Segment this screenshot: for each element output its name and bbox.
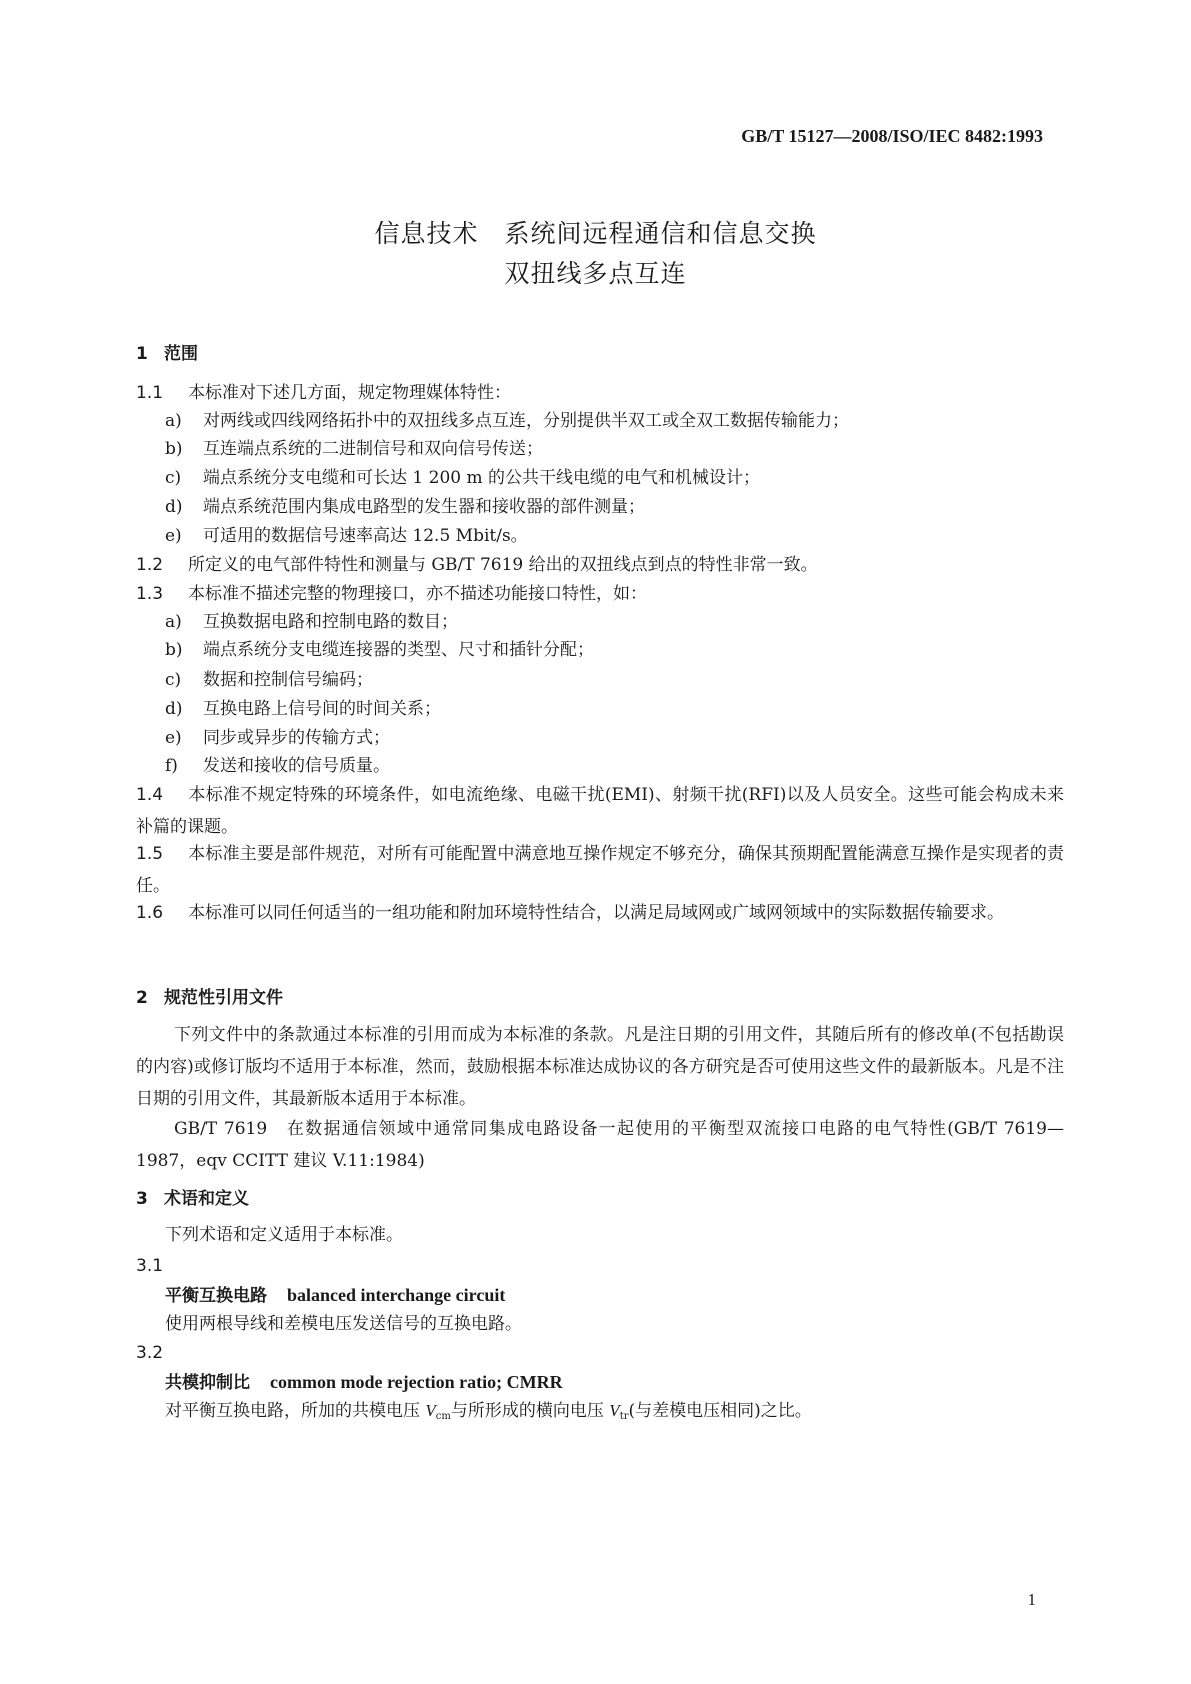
clause-number: 1.2 <box>136 555 164 575</box>
section-number: 2 <box>136 988 148 1008</box>
clause-text: 本标准对下述几方面，规定物理媒体特性： <box>188 383 511 403</box>
standard-code: GB/T 15127—2008/ISO/IEC 8482:1993 <box>741 126 1043 146</box>
section-title: 范围 <box>164 344 198 364</box>
term-english: common mode rejection ratio; CMRR <box>270 1372 563 1392</box>
term-chinese: 平衡互换电路 <box>165 1286 267 1306</box>
terms-intro: 下列术语和定义适用于本标准。 <box>165 1225 403 1245</box>
clause-number: 1.6 <box>136 903 164 923</box>
term-english: balanced interchange circuit <box>287 1285 506 1305</box>
clause-1-5 <box>136 838 1064 902</box>
clause-number: 1.3 <box>136 584 164 604</box>
section-2-heading <box>136 983 283 1008</box>
clause-text: 所定义的电气部件特性和测量与 GB/T 7619 给出的双扭线点到点的特性非常一致。 <box>188 555 818 575</box>
list-item: b) 端点系统分支电缆连接器的类型、尺寸和插针分配； <box>165 640 594 660</box>
section-1-heading <box>136 339 198 364</box>
list-item: f) 发送和接收的信号质量。 <box>165 756 390 776</box>
term-definition: 对平衡互换电路，所加的共模电压 $V_{cm}$与所形成的横向电压 $V_{tr}$(与差模电压相同)之比。 <box>165 1401 812 1422</box>
term-number: 3.1 <box>136 1256 164 1276</box>
document-title-line2: 双扭线多点互连 <box>504 259 687 288</box>
document-title-line1: 信息技术 系统间远程通信和信息交换 <box>374 219 817 248</box>
clause-text: 本标准主要是部件规范，对所有可能配置中满意地互操作规定不够充分，确保其预期配置能满意互操作是实现者的责任。 <box>136 844 1064 896</box>
term-definition: 使用两根导线和差模电压发送信号的互换电路。 <box>165 1314 522 1334</box>
clause-1-2 <box>136 549 818 581</box>
section-number: 3 <box>136 1189 148 1209</box>
list-item: d) 互换电路上信号间的时间关系； <box>165 699 441 719</box>
normative-references-paragraph: 下列文件中的条款通过本标准的引用而成为本标准的条款。凡是注日期的引用文件，其随后所有的修改单(不包括勘误的内容)或修订版均不适用于本标准，然而，鼓励根据本标准达成协议的各方研究是否可使用这些文件的最新版本。凡是不注日期的引用文件，其最新版本适用于本标准。 <box>136 1025 1064 1109</box>
clause-number: 1.5 <box>136 844 164 864</box>
normative-reference-entry: GB/T 7619 在数据通信领域中通常同集成电路设备一起使用的平衡型双流接口电路的电气特性(GB/T 7619—1987，eqv CCITT 建议 V.11:1984) <box>136 1119 1064 1171</box>
list-item: c) 数据和控制信号编码； <box>165 670 373 690</box>
list-item: a) 互换数据电路和控制电路的数目； <box>165 612 458 632</box>
section-number: 1 <box>136 344 148 364</box>
section-3-heading <box>136 1184 249 1209</box>
list-item: c) 端点系统分支电缆和可长达 1 200 m 的公共干线电缆的电气和机械设计； <box>165 468 760 488</box>
section-title: 术语和定义 <box>164 1189 249 1209</box>
clause-text: 本标准不描述完整的物理接口，亦不描述功能接口特性，如： <box>188 584 647 604</box>
term-chinese: 共模抑制比 <box>165 1373 250 1393</box>
clause-text: 本标准不规定特殊的环境条件，如电流绝缘、电磁干扰(EMI)、射频干扰(RFI)以及人员安全。这些可能会构成未来补篇的课题。 <box>136 785 1064 837</box>
term-number: 3.2 <box>136 1343 164 1363</box>
list-item: e) 同步或异步的传输方式； <box>165 728 390 748</box>
clause-1-4 <box>136 779 1064 843</box>
variable-v-cm: V <box>425 1401 436 1420</box>
clause-text: 本标准可以同任何适当的一组功能和附加环境特性结合，以满足局域网或广域网领域中的实际数据传输要求。 <box>188 903 1004 923</box>
list-item: a) 对两线或四线网络拓扑中的双扭线多点互连，分别提供半双工或全双工数据传输能力； <box>165 411 849 431</box>
clause-number: 1.1 <box>136 383 164 403</box>
list-item: b) 互连端点系统的二进制信号和双向信号传送； <box>165 439 543 459</box>
variable-v-tr: V <box>609 1401 620 1420</box>
list-item: e) 可适用的数据信号速率高达 12.5 Mbit/s。 <box>165 526 528 546</box>
section-title: 规范性引用文件 <box>164 988 283 1008</box>
clause-1-6 <box>136 897 1064 929</box>
list-item: d) 端点系统范围内集成电路型的发生器和接收器的部件测量； <box>165 497 645 517</box>
page-number: 1 <box>1027 1590 1036 1609</box>
clause-number: 1.4 <box>136 785 164 805</box>
